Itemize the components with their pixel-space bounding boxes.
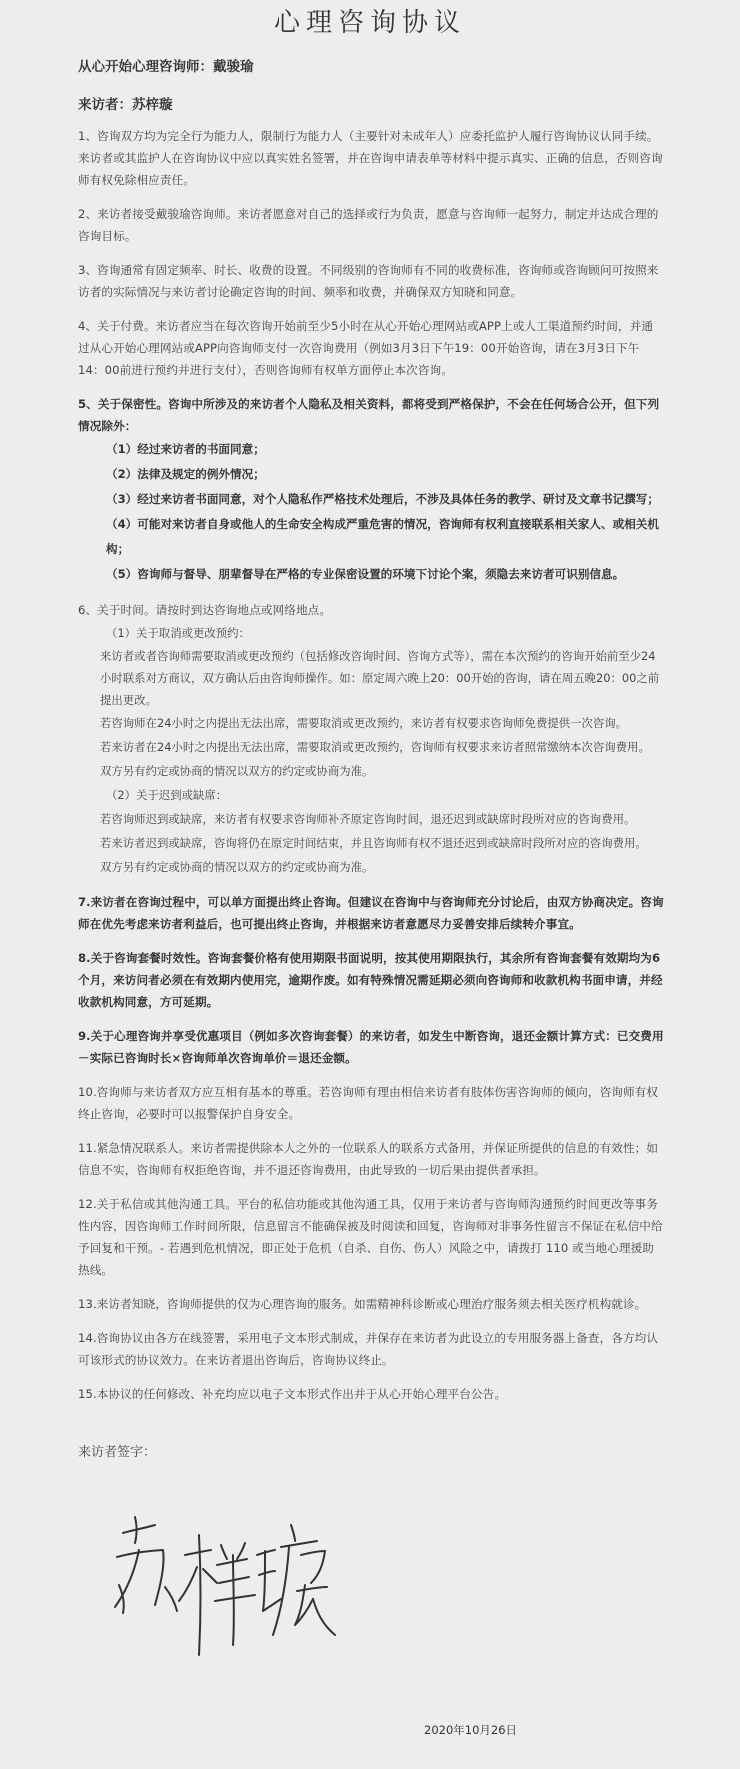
clause-6-sub-2-text: 若来访者迟到或缺席，咨询将仍在原定时间结束，并且咨询师有权不退还迟到或缺席时段所对应的咨询费用。: [100, 836, 647, 850]
clause-12: 12.关于私信或其他沟通工具。平台的私信功能或其他沟通工具，仅用于来访者与咨询师沟通预约时间更改等事务性内容，因咨询师工作时间所限，信息留言不能确保被及时阅读和回复，咨询师对非事务性留言不保证在私信中给予回复和干预。- 若遇到危机情况，即正处于危机（自杀、自伤、伤人）风险之中，请拨打 110 或当地心理援助热线。: [78, 1197, 663, 1277]
handwritten-signature: [105, 1495, 345, 1675]
agreement-body: [0, 55, 740, 1460]
clause-5-list: [78, 437, 664, 587]
clause-6: 6、关于时间。请按时到达咨询地点或网络地点。: [78, 603, 332, 617]
clause-6-sub-1: （1）关于取消或更改预约：: [106, 626, 250, 640]
visitor-line: 来访者：苏梓璇: [78, 97, 173, 113]
clause-6-sub-1-text: 若咨询师在24小时之内提出无法出席，需要取消或更改预约，来访者有权要求咨询师免费提供一次咨询。: [100, 716, 628, 730]
clause-5-item: （3）经过来访者书面同意，对个人隐私作严格技术处理后，不涉及具体任务的教学、研讨及文章书记撰写；: [106, 492, 659, 506]
clause-6-sub-1-text: 来访者或者咨询师需要取消或更改预约（包括修改咨询时间、咨询方式等），需在本次预约的咨询开始前至少24小时联系对方商议，双方确认后由咨询师操作。如：原定周六晚上20：00开始的咨询，请在周五晚20：00之前提出更改。: [100, 649, 660, 707]
clause-2: 2、来访者接受戴骏瑜咨询师。来访者愿意对自己的选择或行为负责，愿意与咨询师一起努力，制定并达成合理的咨询目标。: [78, 207, 659, 243]
clause-6-sub-1-text: 若来访者在24小时之内提出无法出席，需要取消或更改预约，咨询师有权要求来访者照常缴纳本次咨询费用。: [100, 740, 650, 754]
clause-10: 10.咨询师与来访者双方应互相有基本的尊重。若咨询师有理由相信来访者有肢体伤害咨询师的倾向，咨询师有权终止咨询，必要时可以报警保护自身安全。: [78, 1085, 659, 1121]
clause-6-sub-1-text: 双方另有约定或协商的情况以双方的约定或协商为准。: [100, 764, 374, 778]
document-title: 心理咨询协议: [273, 8, 466, 38]
clause-4: 4、关于付费。来访者应当在每次咨询开始前至少5小时在从心开始心理网站或APP上或人工渠道预约时间，并通过从心开始心理网站或APP向咨询师支付一次咨询费用（例如3月3日下午19：00开始咨询，请在3月3日下午14：00前进行预约并进行支付），否则咨询师有权单方面停止本次咨询。: [78, 319, 654, 377]
clause-5-item: （4）可能对来访者自身或他人的生命安全构成严重危害的情况，咨询师有权利直接联系相关家人、或相关机构；: [106, 517, 659, 556]
signature-label: 来访者签字：: [78, 1445, 157, 1460]
clause-13: 13.来访者知晓，咨询师提供的仅为心理咨询的服务。如需精神科诊断或心理治疗服务须去相关医疗机构就诊。: [78, 1297, 647, 1311]
clause-8: 8.关于咨询套餐时效性。咨询套餐价格有使用期限书面说明，按其使用期限执行，其余所有咨询套餐有效期均为6个月，来访问者必须在有效期内使用完，逾期作废。如有特殊情况需延期必须向咨询师和收款机构书面申请，并经收款机构同意，方可延期。: [78, 951, 663, 1009]
counselor-line: 从心开始心理咨询师：戴骏瑜: [78, 59, 254, 75]
clause-7: 7.来访者在咨询过程中，可以单方面提出终止咨询。但建议在咨询中与咨询师充分讨论后，由双方协商决定。咨询师在优先考虑来访者利益后，也可提出终止咨询，并根据来访者意愿尽力妥善安排后续转介事宜。: [78, 895, 664, 931]
clause-3: 3、咨询通常有固定频率、时长、收费的设置。不同级别的咨询师有不同的收费标准，咨询师或咨询顾问可按照来访者的实际情况与来访者讨论确定咨询的时间、频率和收费，并确保双方知晓和同意。: [78, 263, 659, 299]
clause-1: 1、咨询双方均为完全行为能力人，限制行为能力人（主要针对未成年人）应委托监护人履行咨询协议认同手续。来访者或其监护人在咨询协议中应以真实姓名签署，并在咨询申请表单等材料中提示真实、正确的信息，否则咨询师有权免除相应责任。: [78, 129, 663, 187]
clause-5-item: （5）咨询师与督导、朋辈督导在严格的专业保密设置的环境下讨论个案，须隐去来访者可识别信息。: [106, 567, 625, 581]
clause-5-item: （2）法律及规定的例外情况；: [106, 467, 265, 481]
clause-5: 5、关于保密性。咨询中所涉及的来访者个人隐私及相关资料，都将受到严格保护，不会在任何场合公开，但下列情况除外：: [78, 397, 660, 433]
signing-date: 2020年10月26日: [424, 1723, 518, 1737]
clause-6-sub-2-text: 双方另有约定或协商的情况以双方的约定或协商为准。: [100, 860, 374, 874]
clause-5-item: （1）经过来访者的书面同意；: [106, 442, 265, 456]
clause-11: 11.紧急情况联系人。来访者需提供除本人之外的一位联系人的联系方式备用，并保证所提供的信息的有效性；如信息不实，咨询师有权拒绝咨询，并不退还咨询费用，由此导致的一切后果由提供者承担。: [78, 1141, 659, 1177]
clause-6-sub-2-text: 若咨询师迟到或缺席，来访者有权要求咨询师补齐原定咨询时间，退还迟到或缺席时段所对应的咨询费用。: [100, 812, 636, 826]
clause-15: 15.本协议的任何修改、补充均应以电子文本形式作出并于从心开始心理平台公告。: [78, 1387, 507, 1401]
clause-6-sub-2: （2）关于迟到或缺席：: [106, 788, 228, 802]
clause-14: 14.咨询协议由各方在线签署，采用电子文本形式制成，并保存在来访者为此设立的专用服务器上备查，各方均认可该形式的协议效力。在来访者退出咨询后，咨询协议终止。: [78, 1331, 659, 1367]
clause-9: 9.关于心理咨询并享受优惠项目（例如多次咨询套餐）的来访者，如发生中断咨询，退还金额计算方式：已交费用－实际已咨询时长×咨询师单次咨询单价＝退还金额。: [78, 1029, 664, 1065]
